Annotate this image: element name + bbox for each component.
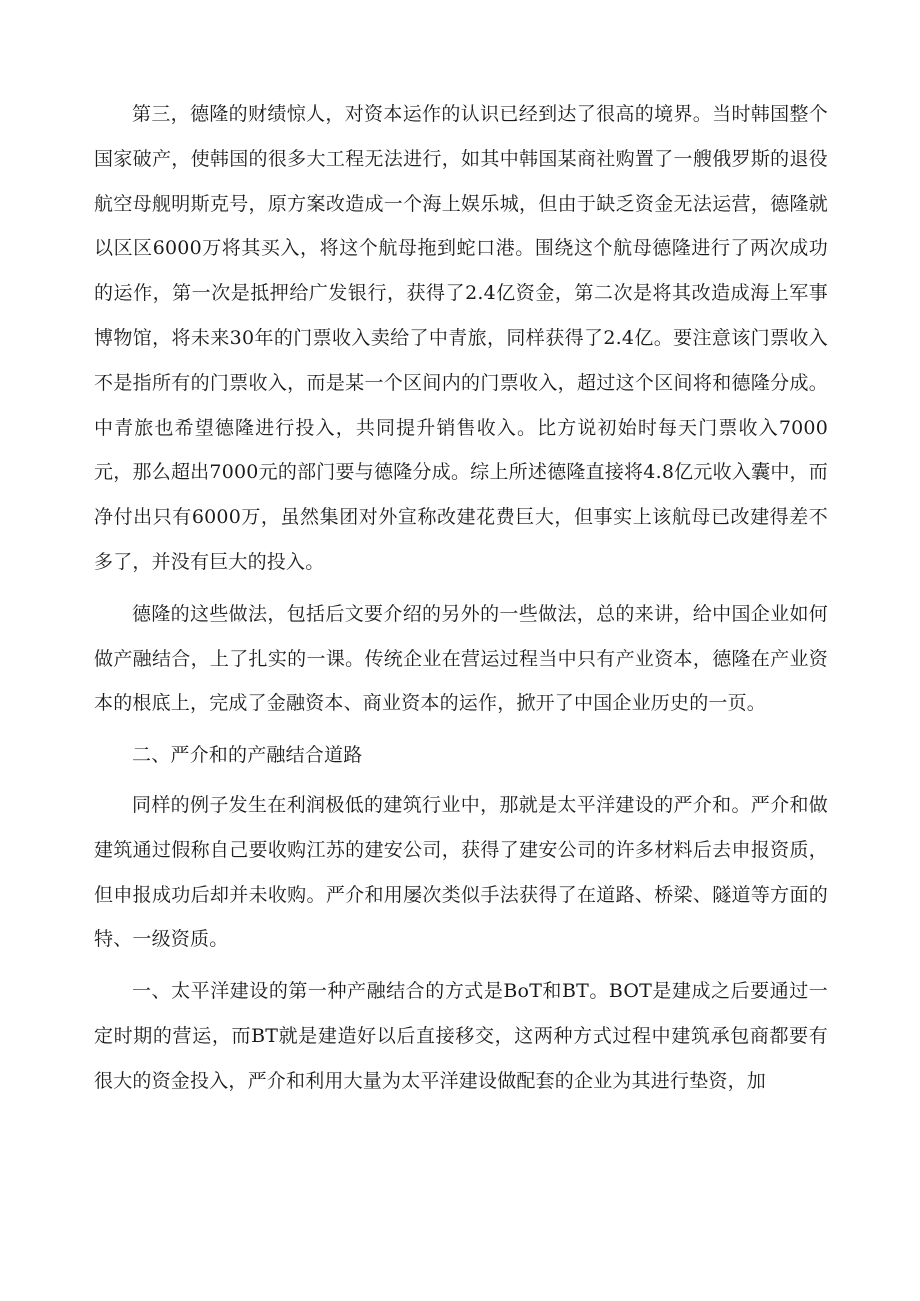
paragraph-bot-bt: 一、太平洋建设的第一种产融结合的方式是BoT和BT。BOT是建成之后要通过一定时期的营运，而BT就是建造好以后直接移交，这两种方式过程中建筑承包商都要有很大的资金投入，严介和利用大量为太平洋建设做配套的企业为其进行垫资，加	[94, 980, 828, 1092]
paragraph-delong-aircraft-carrier: 第三，德隆的财绩惊人，对资本运作的认识已经到达了很高的境界。当时韩国整个国家破产，使韩国的很多大工程无法进行，如其中韩国某商社购置了一艘俄罗斯的退役航空母舰明斯克号，原方案改造成一个海上娱乐城，但由于缺乏资金无法运营，德隆就以区区6000万将其买入，将这个航母拖到蛇口港。围绕这个航母德隆进行了两次成功的运作，第一次是抵押给广发银行，获得了2.4亿资金，第二次是将其改造成海上军事博物馆，将未来30年的门票收入卖给了中青旅，同样获得了2.4亿。要注意该门票收入不是指所有的门票收入，而是某一个区间内的门票收入，超过这个区间将和德隆分成。中青旅也希望德隆进行投入，共同提升销售收入。比方说初始时每天门票收入7000元，那么超出7000元的部门要与德隆分成。综上所述德隆直接将4.8亿元收入囊中，而净付出只有6000万，虽然集团对外宣称改建花费巨大，但事实上该航母已改建得差不多了，并没有巨大的投入。	[94, 103, 828, 573]
paragraph-delong-summary: 德隆的这些做法，包括后文要介绍的另外的一些做法，总的来讲，给中国企业如何做产融结合，上了扎实的一课。传统企业在营运过程当中只有产业资本，德隆在产业资本的根底上，完成了金融资本、商业资本的运作，掀开了中国企业历史的一页。	[94, 602, 828, 715]
document-body	[94, 92, 828, 1104]
section-heading-yan-jiehe: 二、严介和的产融结合道路	[132, 744, 363, 767]
paragraph-yan-jiehe-qualification: 同样的例子发生在利润极低的建筑行业中，那就是太平洋建设的严介和。严介和做建筑通过假称自己要收购江苏的建安公司，获得了建安公司的许多材料后去申报资质，但申报成功后却并未收购。严介和用屡次类似手法获得了在道路、桥梁、隧道等方面的特、一级资质。	[94, 793, 828, 951]
